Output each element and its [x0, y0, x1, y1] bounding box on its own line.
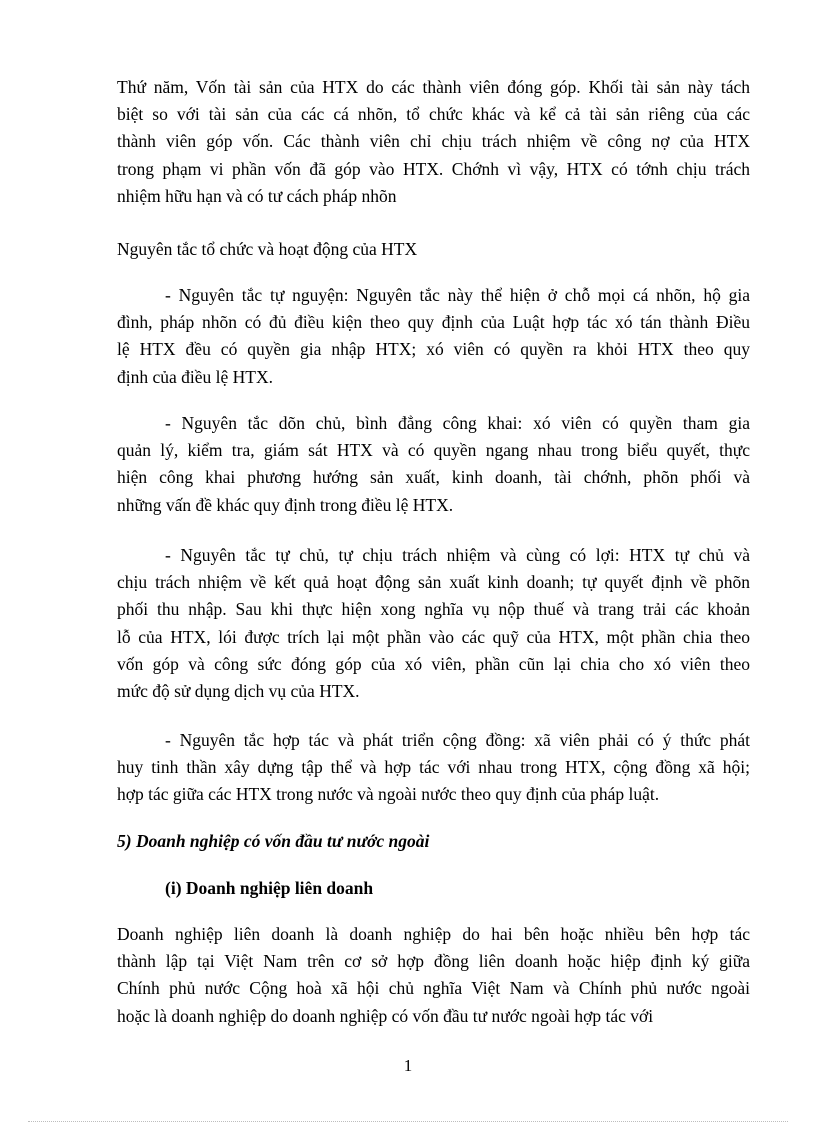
- text-line: huy tinh thần xây dựng tập thể và hợp tác với nhau trong HTX, cộng đồng xã hội;: [117, 757, 750, 778]
- text-line: quản lý, kiểm tra, giám sát HTX và có quyền ngang nhau trong biểu quyết, thực: [117, 440, 750, 461]
- text-line: mức độ sử dụng dịch vụ của HTX.: [117, 681, 360, 702]
- text-line: trong phạm vi phần vốn đã góp vào HTX. Chớnh vì vậy, HTX có tớnh chịu trách: [117, 158, 750, 179]
- text-line: Chính phủ nước Cộng hoà xã hội chủ nghĩa Việt Nam và Chính phủ nước ngoài: [117, 978, 750, 999]
- text-line: phối thu nhập. Sau khi thực hiện xong nghĩa vụ nộp thuế và trang trải các khoản: [117, 599, 750, 620]
- paragraph-principle-democracy: [117, 410, 750, 519]
- text-line: lệ HTX đều có quyền gia nhập HTX; xó viên có quyền ra khỏi HTX theo quy: [117, 339, 750, 360]
- text-line: nhiệm hữu hạn và có tư cách pháp nhõn: [117, 185, 397, 206]
- paragraph-htx-assets: [117, 74, 750, 210]
- text-line: thành viên góp vốn. Các thành viên chỉ chịu trách nhiệm về công nợ của HTX: [117, 131, 750, 152]
- page-number: 1: [403, 1056, 413, 1075]
- text-line: định của điều lệ HTX.: [117, 366, 273, 387]
- paragraph-principle-voluntary: [117, 282, 750, 391]
- text-line: hiện công khai phương hướng sản xuất, kinh doanh, tài chớnh, phõn phối và: [117, 467, 750, 488]
- paragraph-principle-autonomy: [117, 542, 750, 705]
- paragraph-htx-principles-title: [117, 236, 750, 263]
- footer-dotted-rule: [28, 1121, 788, 1122]
- text-line: - Nguyên tắc tự nguyện: Nguyên tắc này thể hiện ở chỗ mọi cá nhõn, hộ gia: [165, 285, 750, 305]
- text-line: - Nguyên tắc hợp tác và phát triển cộng đồng: xã viên phải có ý thức phát: [165, 730, 750, 750]
- text-line: chịu trách nhiệm về kết quả hoạt động sản xuất kinh doanh; tự quyết định về phõn: [117, 572, 750, 593]
- subsection-heading: (i) Doanh nghiệp liên doanh: [165, 878, 374, 898]
- paragraph-joint-venture: [117, 921, 750, 1030]
- text-line: vốn góp và công sức đóng góp của xó viên, phần cũn lại chia cho xó viên theo: [117, 653, 750, 674]
- text-line: biệt so với tài sản của các cá nhõn, tổ chức khác và kể cả tài sản riêng của các: [117, 104, 750, 125]
- text-line: hợp tác giữa các HTX trong nước và ngoài nước theo quy định của pháp luật.: [117, 784, 660, 805]
- text-line: - Nguyên tắc dõn chủ, bình đẳng công khai: xó viên có quyền tham gia: [165, 413, 750, 433]
- text-line: lỗ của HTX, lói được trích lại một phần vào các quỹ của HTX, một phần chia theo: [117, 626, 750, 647]
- text-line: hoặc là doanh nghiệp do doanh nghiệp có vốn đầu tư nước ngoài hợp tác với: [117, 1005, 654, 1026]
- section-heading: 5) Doanh nghiệp có vốn đầu tư nước ngoài: [117, 831, 430, 851]
- text-line: Doanh nghiệp liên doanh là doanh nghiệp do hai bên hoặc nhiều bên hợp tác: [117, 924, 750, 944]
- text-line: Thứ năm, Vốn tài sản của HTX do các thành viên đóng góp. Khối tài sản này tách: [117, 77, 750, 97]
- paragraph-principle-cooperation: [117, 727, 750, 809]
- text-line: - Nguyên tắc tự chủ, tự chịu trách nhiệm và cùng có lợi: HTX tự chủ và: [165, 545, 750, 565]
- text-line: thành lập tại Việt Nam trên cơ sở hợp đồng liên doanh hoặc hiệp định ký giữa: [117, 951, 750, 972]
- text-line: Nguyên tắc tổ chức và hoạt động của HTX: [117, 239, 418, 259]
- text-line: đình, pháp nhõn có đủ điều kiện theo quy định của Luật hợp tác xó tán thành Điều: [117, 312, 750, 333]
- text-line: những vấn đề khác quy định trong điều lệ HTX.: [117, 494, 454, 515]
